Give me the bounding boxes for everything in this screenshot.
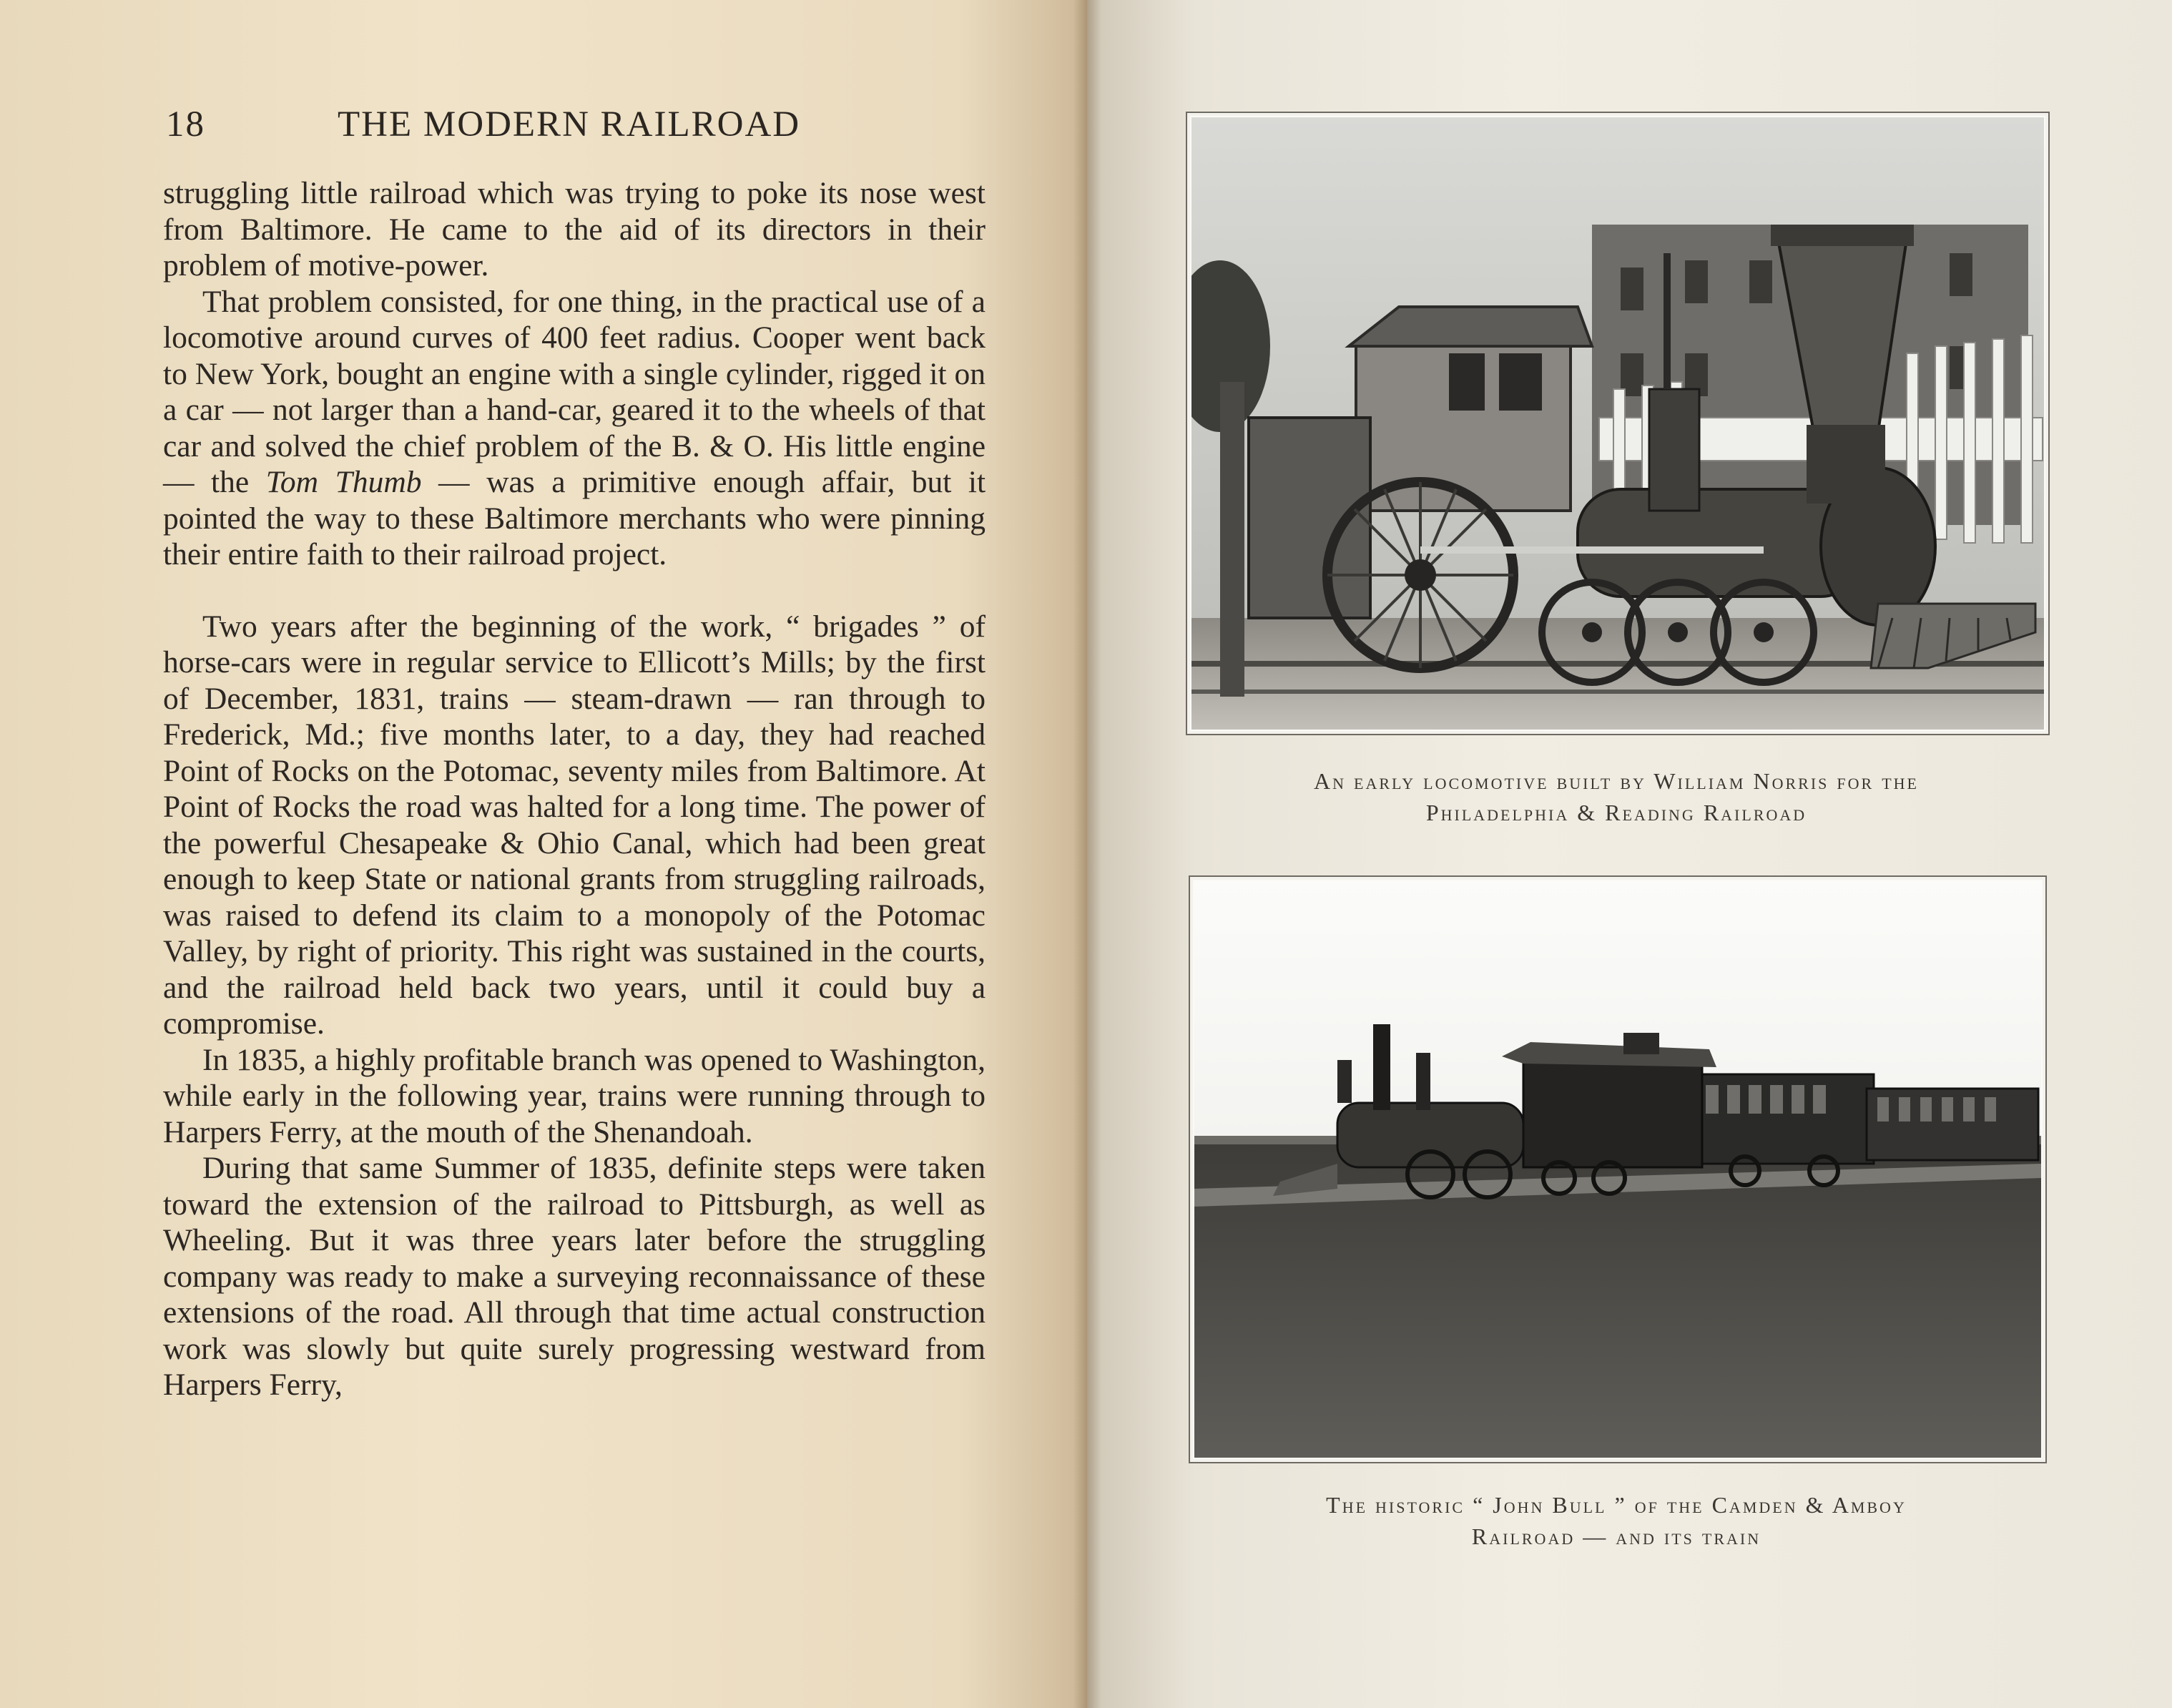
paragraph: Two years after the beginning of the work, “ brigades ” of horse-cars were in regular service to Ellicott’s Mills; by the first of December, 1831, trains — steam-drawn — ran through to Frederick, Md.; five months later, to a day, they had reached Point of Rocks on the Potomac, seventy miles from Baltimore. At Point of Rocks the road was halted for a long time. The power of the powerful Chesapeake & Ohio Canal, which had been great enough to keep State or national grants from struggling railroads, was raised to defend its claim to a monopoly of the Potomac Valley, by right of priority. This right was sustained in the courts, and the railroad held back two years, until it could buy a compromise. [163, 609, 986, 1041]
norris-locomotive-photo [1191, 117, 2044, 730]
paragraph: During that same Summer of 1835, definite steps were taken toward the extension of the railroad to Pittsburgh, as well as Wheeling. But it was three years later before the struggling company was ready to make a surveying reconnaissance of these extensions of the road. All through that time actual construction work was slowly but quite surely progressing westward from Harpers Ferry, [163, 1151, 986, 1402]
running-head [166, 104, 988, 154]
paragraph: In 1835, a highly profitable branch was opened to Washington, while early in the following year, trains were running through to Harpers Ferry, at the mouth of the Shenandoah. [163, 1042, 986, 1149]
italic-name: Tom Thumb [265, 465, 422, 499]
john-bull-photo [1194, 881, 2041, 1458]
plate-norris-locomotive [1186, 112, 2050, 735]
plate-caption-john-bull: The historic “ John Bull ” of the Camden & Amboy Railroad — and its train [1326, 1492, 1907, 1549]
paragraph: struggling little railroad which was trying to poke its nose west from Baltimore. He came to the aid of its directors in their problem of motive-power. [163, 176, 986, 283]
plate-caption-norris: An early locomotive built by William Norris for the Philadelphia & Reading Railroad [1314, 768, 1919, 825]
plate-john-bull [1189, 875, 2047, 1463]
running-title: THE MODERN RAILROAD [338, 104, 801, 144]
body-text [163, 175, 986, 1403]
paragraph: That problem consisted, for one thing, in the practical use of a locomotive around curves of 400 feet radius. Cooper went back to New York, bought an engine with a single cylinder, rigged it on a car — not larger than a hand-car, geared it to the wheels of that car and solved the chief problem of the B. & O. His little engine — the Tom Thumb — was a primitive enough affair, but it pointed the way to these Baltimore merchants who were pinning their entire faith to their railroad project. [163, 284, 986, 571]
page-number: 18 [166, 104, 205, 144]
book-gutter [1073, 0, 1101, 1708]
